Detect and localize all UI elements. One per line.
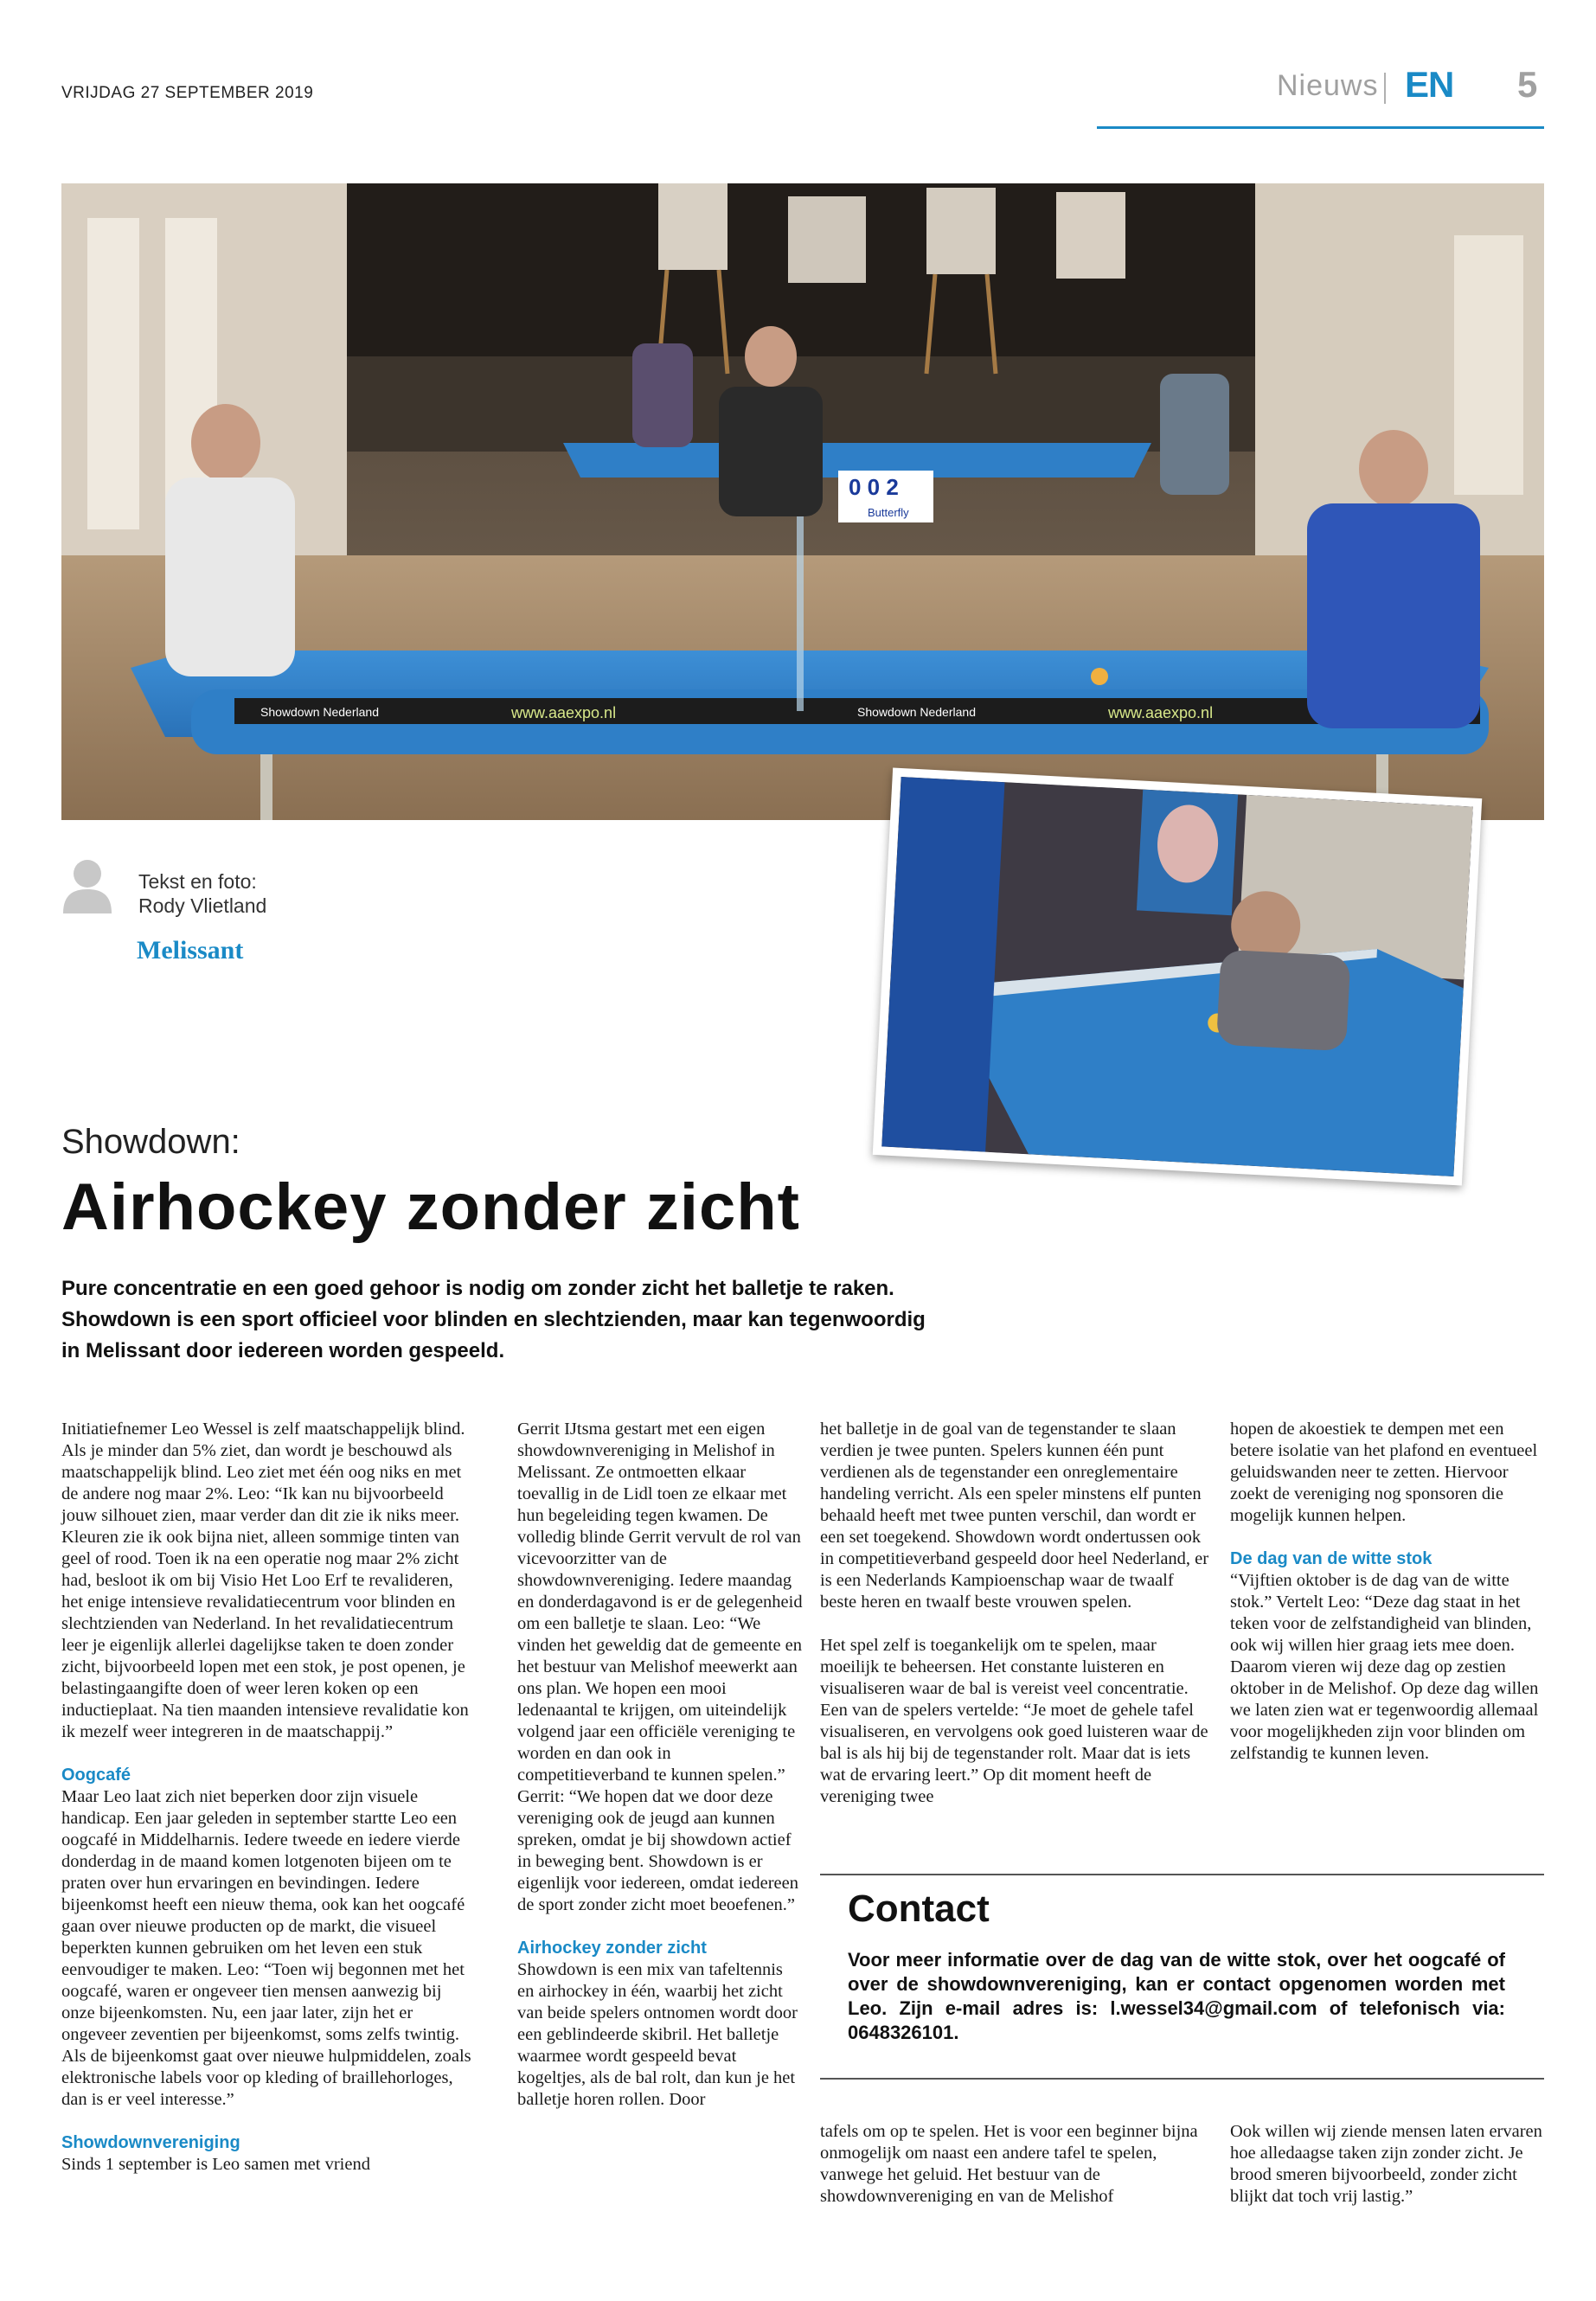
scoreboard-brand: Butterfly — [868, 506, 909, 519]
table-banner-left: Showdown Nederland — [260, 705, 379, 719]
paragraph: Ook willen wij ziende mensen laten ervaren hoe alledaagse taken zijn zonder zicht. Je brood smeren bijvoorbeeld, zonder zicht blijkt dat toch vrij lastig.” — [1230, 2122, 1542, 2206]
dateline-location: Melissant — [137, 936, 244, 965]
ball — [1091, 668, 1108, 685]
table-url-left: www.aaexpo.nl — [511, 704, 617, 721]
page-date: VRIJDAG 27 SEPTEMBER 2019 — [61, 84, 314, 102]
contact-title: Contact — [848, 1888, 990, 1930]
contact-text: Voor meer informatie over de dag van de witte stok, over het oogcafé of over de showdownvereniging, kan er contact opgenomen worden met Leo. Zijn e-mail adres is: l.wessel34@gmail.com of telefonisch via: 0648326101. — [848, 1949, 1505, 2043]
contact-rule-top — [820, 1874, 1544, 1875]
secondary-photo — [873, 767, 1483, 1185]
paragraph: Gerrit IJtsma gestart met een eigen showdownvereniging in Melishof in Melissant. Ze ontmoetten elkaar toevallig in de Lidl toen ze elkaar met hun begeleiding tegen kwamen. De volledig blinde Gerrit vervult de rol van vicevoorzitter van de showdownvereniging. Iedere maandag en donderdagavond is er de gelegenheid om een balletje te slaan. Leo: “We vinden het geweldig dat de gemeente en het bestuur van Melishof meewerkt aan ons plan. We hopen een mooi ledenaantal te krijgen, om uiteindelijk volgend jaar een officiële vereniging te worden en dan ook in competitieverband te kunnen spelen.” Gerrit: “We hopen dat we door deze vereniging ook de jeugd aan kunnen spreken, omdat je bij showdown actief in beweging bent. Showdown is er eigenlijk voor iedereen, omdat iedereen de sport zonder zicht moet beoefenen.” — [517, 1420, 803, 1914]
byline-author: Rody Vlietland — [138, 894, 267, 917]
paragraph: Initiatiefnemer Leo Wessel is zelf maatschappelijk blind. Als je minder dan 5% ziet, dan wordt je beschouwd als maatschappelijk blind. Leo ziet met één oog niks en met de andere nog maar 2%. Leo: “Ik kan nu bijvoorbeeld jouw silhouet zien, maar verder dan dit zie ik niks meer. Kleuren zie ik ook bijna niet, alleen sommige tinten van geel of rood. Toen ik na een operatie nog maar 2% zicht had, besloot ik om bij Visio Het Loo Erf te revalideren, het enige intensieve revalidatiecentrum voor blinden en slechtzienden van Nederland. In het revalidatiecentrum leer je eigenlijk allerlei dagelijkse taken te doen zonder zicht, bijvoorbeeld lopen met een stok, je post openen, je belastingaangifte doen of weer leren koken op een inductieplaat. Na tien maanden intensieve revalidatie kon ik mezelf weer integreren in de maatschappij.” — [61, 1420, 469, 1741]
paragraph: “Vijftien oktober is de dag van de witte stok.” Vertelt Leo: “Deze dag staat in het teken voor de zelfstandigheid van blinden, ook wij willen hier graag iets mee doen. Daarom vieren wij deze dag op zestien oktober in de Melishof. Op deze dag willen we laten zien wat er tegenwoordig allemaal voor mogelijkheden zijn voor blinden om zelfstandig te kunnen leven. — [1230, 1571, 1539, 1763]
subheading-witte-stok: De dag van de witte stok — [1230, 1549, 1433, 1568]
secondary-photo-inner — [881, 777, 1472, 1176]
article-column-1 — [61, 1419, 472, 2176]
article-column-3 — [820, 1419, 1209, 1808]
paragraph: Showdown is een mix van tafeltennis en airhockey in één, waarbij het zicht van beide spelers ontnomen wordt door een geblindeerde skibril. Het balletje waarmee wordt gespeeld bevat kogeltjes, als de bal rolt, dan kun je het balletje horen rollen. Door — [517, 1960, 798, 2109]
paragraph: het balletje in de goal van de tegenstander te slaan verdien je twee punten. Spelers kunnen één punt verdienen als de tegenstander een onreglementaire handeling verricht. Als een speler minstens elf punten behaald heeft met twee punten verschil, dan wordt er een set toegekend. Showdown wordt ondertussen ook in competitieverband gespeeld door heel Nederland, er is een Nederlands Kampioenschap waar de twaalf beste heren en twaalf beste vrouwen spelen. — [820, 1420, 1209, 1612]
article-column-2 — [517, 1419, 803, 2111]
author-avatar-icon — [61, 856, 113, 913]
contact-rule-bottom — [820, 2078, 1544, 2080]
page-number: 5 — [1517, 64, 1538, 105]
paragraph: Sinds 1 september is Leo samen met vriend — [61, 2155, 370, 2174]
header-rule — [1097, 126, 1544, 129]
table-url-right: www.aaexpo.nl — [1108, 704, 1214, 721]
article-column-4-continued — [1230, 2121, 1546, 2208]
paragraph: hopen de akoestiek te dempen met een betere isolatie van het plafond en eventueel geluidswanden neer te zetten. Hiervoor zoekt de vereniging nog sponsoren die mogelijk kunnen helpen. — [1230, 1420, 1538, 1525]
article-intro: Pure concentratie en een goed gehoor is nodig om zonder zicht het balletje te raken. Showdown is een sport officieel voor blinden en slechtzienden, maar kan tegenwoordig in Melissant door iedereen worden gespeeld. — [61, 1277, 926, 1362]
scoreboard: 0 0 2 — [849, 474, 899, 500]
subheading-showdownvereniging: Showdownvereniging — [61, 2133, 240, 2152]
secondary-photo-illustration — [881, 777, 1472, 1176]
main-photo — [61, 183, 1544, 820]
article-kicker: Showdown: — [61, 1123, 240, 1161]
section-label: Nieuws — [1277, 69, 1379, 102]
paragraph: Het spel zelf is toegankelijk om te spelen, maar moeilijk te beheersen. Het constante luisteren en visualiseren waar de bal is vereist veel concentratie. Een van de spelers vertelde: “Je moet de gehele tafel visualiseren, en vervolgens ook goed luisteren waar de bal is als hij bij de tegenstander rolt. Maar dat is iets wat de ervaring leert.” Op dit moment heeft de vereniging twee — [820, 1636, 1208, 1806]
article-headline: Airhockey zonder zicht — [61, 1170, 800, 1244]
subheading-airhockey: Airhockey zonder zicht — [517, 1939, 707, 1958]
paragraph: tafels om op te spelen. Het is voor een beginner bijna onmogelijk om naast een andere tafel te spelen, vanwege het geluid. Het bestuur van de showdownvereniging en van de Melishof — [820, 2122, 1198, 2206]
byline-label: Tekst en foto: — [138, 870, 257, 893]
article-column-4 — [1230, 1419, 1546, 1765]
main-photo-illustration — [61, 183, 1544, 820]
paragraph: Maar Leo laat zich niet beperken door zijn visuele handicap. Een jaar geleden in september startte Leo een oogcafé in Middelharnis. Iedere tweede en iedere vierde donderdag in de maand komen lotgenoten bijeen om te praten over hun ervaringen en bevindingen. Iedere bijeenkomst heeft een nieuw thema, ook kan het oogcafé gaan over nieuwe producten op de markt, die visueel beperkten kunnen gebruiken om het leven een stuk eenvoudiger te maken. Leo: “Toen wij begonnen met het oogcafé, waren er ongeveer tien mensen aanwezig bij onze bijeenkomsten. Nu, een jaar later, zijn het er ongeveer zeventien per bijeenkomst, soms zelfs twintig. Als de bijeenkomst gaat over nieuwe hulpmiddelen, zoals elektronische labels voor op kleding of braillehorloges, dan is er veel interesse.” — [61, 1787, 471, 2109]
subheading-oogcafe: Oogcafé — [61, 1766, 131, 1785]
table-banner-right: Showdown Nederland — [857, 705, 976, 719]
newspaper-logo: EN — [1405, 64, 1454, 105]
header-divider — [1384, 73, 1386, 104]
article-column-3-continued — [820, 2121, 1209, 2208]
